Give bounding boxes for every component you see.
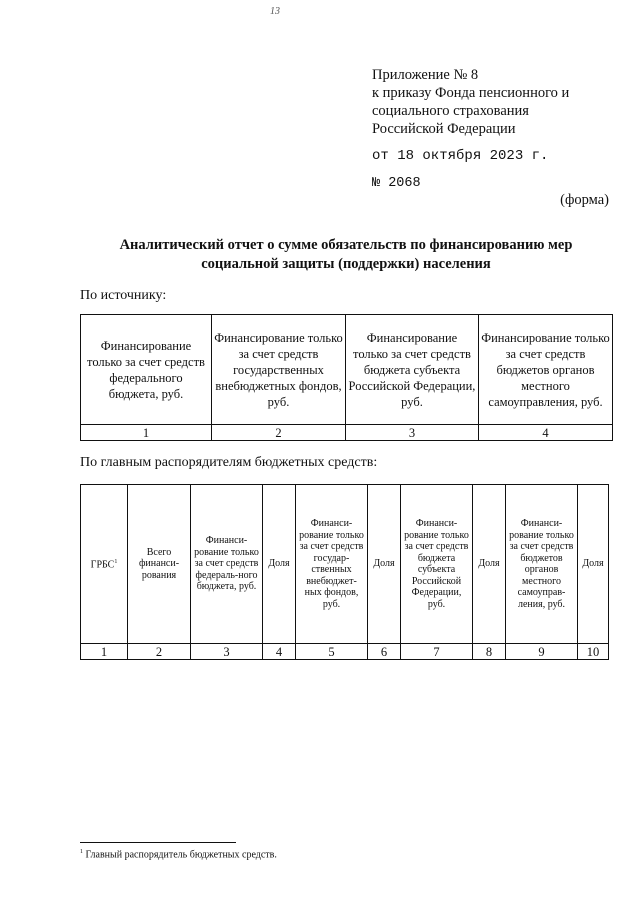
form-label: (форма): [560, 192, 609, 208]
grbs-col-number: 2: [128, 644, 191, 660]
grbs-table-header-row: [81, 485, 609, 644]
grbs-col-number: 7: [401, 644, 473, 660]
footnote-text: Главный распорядитель бюджетных средств.: [83, 849, 277, 861]
appendix-line-3: социального страхования: [372, 103, 529, 119]
grbs-table: [80, 484, 609, 660]
order-number: № 2068: [372, 176, 421, 191]
grbs-col-number: 3: [191, 644, 263, 660]
source-table: [80, 314, 613, 441]
source-col-number: 1: [81, 425, 212, 441]
section-grbs-label: По главным распорядителям бюджетных средств:: [80, 455, 378, 470]
grbs-header-grbs-text: ГРБС: [90, 559, 115, 571]
grbs-header-federal: Финанси-рование только за счет средств федераль-ного бюджета, руб.: [191, 485, 263, 644]
grbs-header-share: Доля: [473, 485, 506, 644]
appendix-line-4: Российской Федерации: [372, 121, 516, 137]
source-col-number: 4: [479, 425, 613, 441]
grbs-header-share: Доля: [578, 485, 609, 644]
grbs-col-number: 5: [296, 644, 368, 660]
source-header-federal: Финансирование только за счет средств федерального бюджета, руб.: [81, 315, 212, 425]
grbs-table-number-row: [81, 644, 609, 660]
grbs-col-number: 10: [578, 644, 609, 660]
footnote-separator: [80, 842, 236, 843]
appendix-block: [372, 66, 569, 138]
grbs-header-share: Доля: [263, 485, 296, 644]
grbs-header-grbs: [81, 485, 128, 644]
grbs-header-extrabudgetary: Финанси-рование только за счет средств государ-ственных внебюджет-ных фондов, руб.: [296, 485, 368, 644]
grbs-header-regional: Финанси-рование только за счет средств бюджета субъекта Российской Федерации, руб.: [401, 485, 473, 644]
source-table-header-row: [81, 315, 613, 425]
source-header-local: Финансирование только за счет средств бюджетов органов местного самоуправления, руб.: [479, 315, 613, 425]
footnote: [80, 849, 277, 860]
source-header-regional: Финансирование только за счет средств бюджета субъекта Российской Федерации, руб.: [346, 315, 479, 425]
grbs-col-number: 8: [473, 644, 506, 660]
appendix-line-1: Приложение № 8: [372, 67, 479, 83]
document-title: Аналитический отчет о сумме обязательств по финансированию мер социальной защиты (поддержки) населения: [119, 237, 573, 272]
page-number: 13: [270, 6, 280, 17]
source-col-number: 3: [346, 425, 479, 441]
grbs-col-number: 4: [263, 644, 296, 660]
grbs-col-number: 6: [368, 644, 401, 660]
source-table-number-row: [81, 425, 613, 441]
grbs-col-number: 9: [506, 644, 578, 660]
grbs-header-share: Доля: [368, 485, 401, 644]
source-col-number: 2: [212, 425, 346, 441]
source-header-extrabudgetary: Финансирование только за счет средств государственных внебюджетных фондов, руб.: [212, 315, 346, 425]
footnote-mark: 1: [80, 849, 83, 855]
appendix-line-2: к приказу Фонда пенсионного и: [372, 85, 570, 101]
grbs-footnote-mark: 1: [114, 559, 118, 566]
grbs-col-number: 1: [81, 644, 128, 660]
order-date: от 18 октября 2023 г.: [372, 148, 549, 164]
grbs-header-total: Всего финанси-рования: [128, 485, 191, 644]
section-source-label: По источнику:: [80, 288, 167, 303]
grbs-header-local: Финанси-рование только за счет средств бюджетов органов местного самоуправ-ления, руб.: [506, 485, 578, 644]
